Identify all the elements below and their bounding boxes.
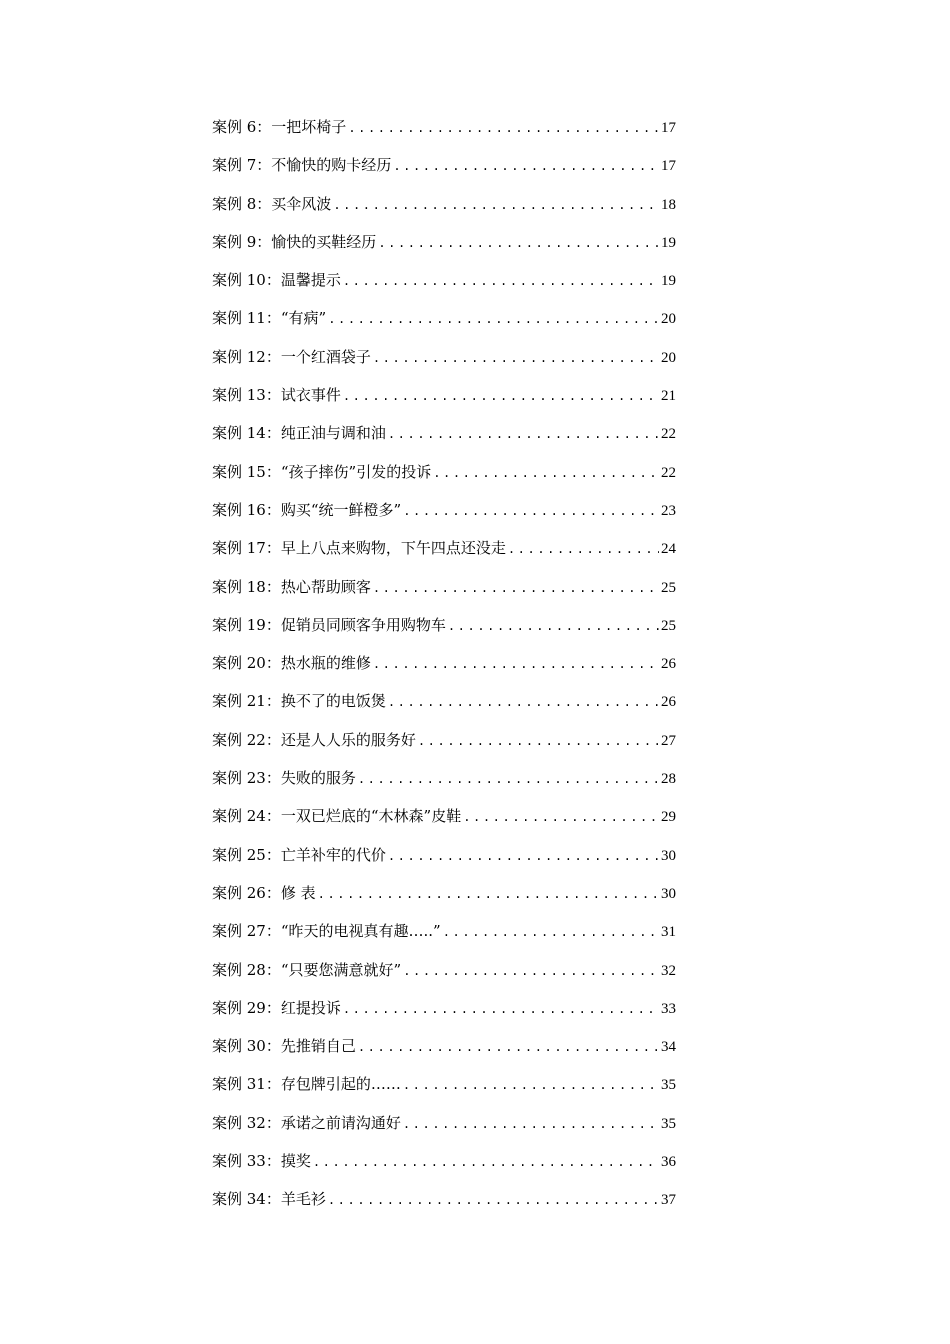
toc-entry-page: 37 xyxy=(661,1192,676,1209)
toc-entry[interactable] xyxy=(212,453,676,491)
toc-entry-title: 案例 21：换不了的电饭煲 xyxy=(212,692,386,711)
toc-entry-page: 34 xyxy=(661,1039,676,1056)
toc-entry-page: 27 xyxy=(661,732,676,749)
toc-entry[interactable] xyxy=(212,146,676,184)
dot-leader xyxy=(403,1066,659,1104)
toc-entry-title: 案例 9：愉快的买鞋经历 xyxy=(212,232,377,251)
toc-entry[interactable] xyxy=(212,1142,676,1180)
dot-leader xyxy=(403,492,659,530)
toc-entry-page: 21 xyxy=(661,388,676,405)
dot-leader xyxy=(388,415,659,453)
toc-entry-page: 35 xyxy=(661,1077,676,1094)
toc-entry[interactable] xyxy=(212,606,676,644)
dot-leader xyxy=(388,837,659,875)
toc-entry-title: 案例 10：温馨提示 xyxy=(212,271,341,290)
toc-entry-page: 26 xyxy=(661,694,676,711)
toc-entry[interactable] xyxy=(212,376,676,414)
toc-entry-page: 29 xyxy=(661,809,676,826)
dot-leader xyxy=(388,683,659,721)
toc-entry-title: 案例 18：热心帮助顾客 xyxy=(212,577,371,596)
toc-entry-title: 案例 13：试衣事件 xyxy=(212,386,341,405)
toc-entry-title: 案例 7：不愉快的购卡经历 xyxy=(212,156,392,175)
toc-entry-title: 案例 34：羊毛衫 xyxy=(212,1190,326,1209)
toc-entry-page: 19 xyxy=(661,234,676,251)
toc-entry-page: 32 xyxy=(661,962,676,979)
dot-leader xyxy=(358,760,659,798)
dot-leader xyxy=(328,300,659,338)
toc-entry-title: 案例 14：纯正油与调和油 xyxy=(212,424,386,443)
dot-leader xyxy=(328,1181,659,1219)
toc-entry[interactable] xyxy=(212,912,676,950)
toc-entry[interactable] xyxy=(212,529,676,567)
toc-entry-page: 25 xyxy=(661,617,676,634)
toc-entry[interactable] xyxy=(212,568,676,606)
toc-entry-page: 22 xyxy=(661,464,676,481)
toc-entry-page: 18 xyxy=(661,196,676,213)
toc-entry[interactable] xyxy=(212,108,676,146)
dot-leader xyxy=(443,913,659,951)
toc-entry-title: 案例 25：亡羊补牢的代价 xyxy=(212,845,386,864)
toc-entry[interactable] xyxy=(212,261,676,299)
toc-entry-page: 35 xyxy=(661,1115,676,1132)
toc-entry-title: 案例 24：一双已烂底的“木林森”皮鞋 xyxy=(212,807,462,826)
toc-entry-page: 22 xyxy=(661,426,676,443)
toc-entry-title: 案例 30：先推销自己 xyxy=(212,1037,356,1056)
toc-entry[interactable] xyxy=(212,759,676,797)
dot-leader xyxy=(343,990,659,1028)
toc-entry[interactable] xyxy=(212,951,676,989)
toc-entry-title: 案例 12：一个红酒袋子 xyxy=(212,347,371,366)
dot-leader xyxy=(378,224,659,262)
toc-entry-page: 33 xyxy=(661,1000,676,1017)
toc-entry[interactable] xyxy=(212,874,676,912)
toc-entry-title: 案例 20：热水瓶的维修 xyxy=(212,654,371,673)
dot-leader xyxy=(508,530,659,568)
toc-entry[interactable] xyxy=(212,299,676,337)
dot-leader xyxy=(318,875,659,913)
dot-leader xyxy=(343,377,659,415)
dot-leader xyxy=(433,454,659,492)
toc-entry-page: 28 xyxy=(661,771,676,788)
toc-entry[interactable] xyxy=(212,414,676,452)
toc-entry[interactable] xyxy=(212,1027,676,1065)
dot-leader xyxy=(373,339,659,377)
toc-entry-page: 17 xyxy=(661,158,676,175)
toc-entry-title: 案例 16：购买“统一鲜橙多” xyxy=(212,500,402,519)
dot-leader xyxy=(463,798,659,836)
toc-entry[interactable] xyxy=(212,644,676,682)
toc-entry[interactable] xyxy=(212,491,676,529)
toc-entry[interactable] xyxy=(212,682,676,720)
toc-entry-title: 案例 29：红提投诉 xyxy=(212,998,341,1017)
dot-leader xyxy=(373,569,659,607)
toc-entry-title: 案例 17：早上八点来购物，下午四点还没走 xyxy=(212,539,506,558)
toc-entry[interactable] xyxy=(212,1104,676,1142)
toc-entry-page: 31 xyxy=(661,924,676,941)
toc-entry-page: 36 xyxy=(661,1154,676,1171)
toc-entry[interactable] xyxy=(212,721,676,759)
dot-leader xyxy=(343,262,659,300)
toc-entry-title: 案例 32：承诺之前请沟通好 xyxy=(212,1113,401,1132)
toc-entry-title: 案例 8：买伞风波 xyxy=(212,194,332,213)
toc-entry-title: 案例 27：“昨天的电视真有趣…..” xyxy=(212,922,441,941)
toc-entry-title: 案例 33：摸奖 xyxy=(212,1152,311,1171)
toc-entry[interactable] xyxy=(212,797,676,835)
toc-entry[interactable] xyxy=(212,185,676,223)
toc-entry[interactable] xyxy=(212,223,676,261)
toc-entry-page: 30 xyxy=(661,847,676,864)
dot-leader xyxy=(418,722,659,760)
toc-entry-page: 20 xyxy=(661,311,676,328)
toc-entry[interactable] xyxy=(212,1180,676,1218)
dot-leader xyxy=(348,109,659,147)
toc-entry-title: 案例 31：存包牌引起的…… xyxy=(212,1075,401,1094)
toc-entry-title: 案例 23：失败的服务 xyxy=(212,769,356,788)
toc-entry-title: 案例 28：“只要您满意就好” xyxy=(212,960,402,979)
toc-entry-title: 案例 15：“孩子摔伤”引发的投诉 xyxy=(212,462,432,481)
toc-entry[interactable] xyxy=(212,338,676,376)
toc-entry[interactable] xyxy=(212,1065,676,1103)
toc-entry-page: 26 xyxy=(661,656,676,673)
toc-entry-title: 案例 26：修 表 xyxy=(212,883,316,902)
dot-leader xyxy=(448,607,659,645)
toc-entry-title: 案例 19：促销员同顾客争用购物车 xyxy=(212,615,446,634)
dot-leader xyxy=(373,645,659,683)
toc-entry-page: 17 xyxy=(661,120,676,136)
toc-entry-page: 20 xyxy=(661,349,676,366)
dot-leader xyxy=(403,1105,659,1143)
toc-entry[interactable] xyxy=(212,989,676,1027)
toc-entry[interactable] xyxy=(212,836,676,874)
toc-entry-page: 30 xyxy=(661,885,676,902)
dot-leader xyxy=(313,1143,659,1181)
toc-entry-page: 19 xyxy=(661,273,676,290)
toc-entry-page: 24 xyxy=(661,541,676,558)
toc-entry-title: 案例 6：一把坏椅子 xyxy=(212,118,347,136)
dot-leader xyxy=(403,952,659,990)
toc-entry-title: 案例 11：“有病” xyxy=(212,309,327,328)
table-of-contents xyxy=(212,108,676,1219)
toc-entry-title: 案例 22：还是人人乐的服务好 xyxy=(212,730,416,749)
dot-leader xyxy=(393,147,659,185)
dot-leader xyxy=(333,186,659,224)
toc-entry-page: 23 xyxy=(661,502,676,519)
dot-leader xyxy=(358,1028,659,1066)
toc-entry-page: 25 xyxy=(661,579,676,596)
